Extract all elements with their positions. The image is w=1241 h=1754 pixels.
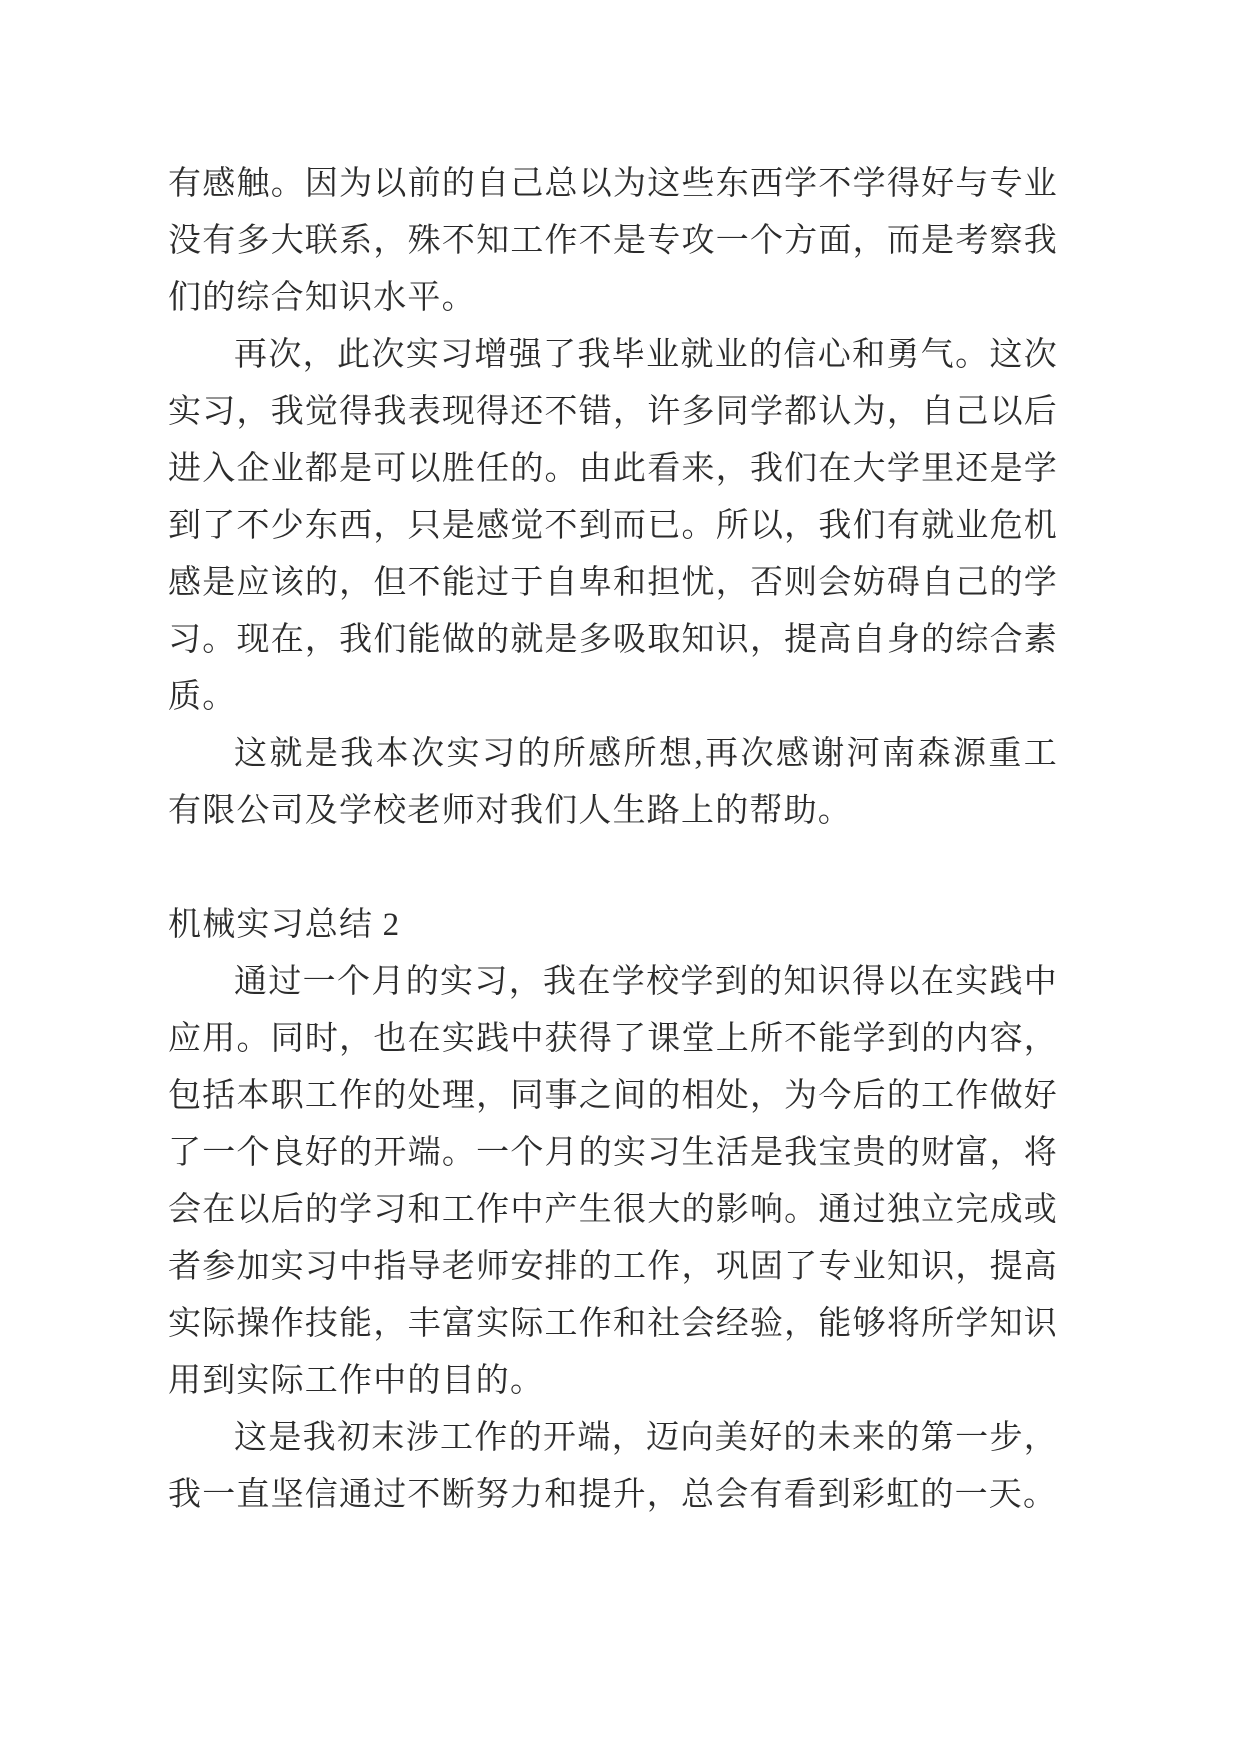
paragraph-one-month-internship: 通过一个月的实习，我在学校学到的知识得以在实践中应用。同时，也在实践中获得了课堂上所不能学到的内容，包括本职工作的处理，同事之间的相处，为今后的工作做好了一个良好的开端。一个月的实习生活是我宝贵的财富，将会在以后的学习和工作中产生很大的影响。通过独立完成或者参加实习中指导老师安排的工作，巩固了专业知识，提高实际操作技能，丰富实际工作和社会经验，能够将所学知识用到实际工作中的目的。 <box>168 964 1058 1399</box>
section-heading-summary-2: 机械实习总结 2 <box>168 907 401 943</box>
paragraph-employment-confidence: 再次，此次实习增强了我毕业就业的信心和勇气。这次实习，我觉得我表现得还不错，许多同学都认为，自己以后进入企业都是可以胜任的。由此看来，我们在大学里还是学到了不少东西，只是感觉不到而已。所以，我们有就业危机感是应该的，但不能过于自卑和担忧，否则会妨碍自己的学习。现在，我们能做的就是多吸取知识，提高自身的综合素质。 <box>168 337 1058 715</box>
paragraph-thanks: 这就是我本次实习的所感所想,再次感谢河南森源重工有限公司及学校老师对我们人生路上的帮助。 <box>168 736 1058 829</box>
paragraph-first-step: 这是我初末涉工作的开端，迈向美好的未来的第一步，我一直坚信通过不断努力和提升，总会有看到彩虹的一天。 <box>168 1420 1058 1513</box>
document-body <box>168 156 1058 1524</box>
paragraph-continuation: 有感触。因为以前的自己总以为这些东西学不学得好与专业没有多大联系，殊不知工作不是专攻一个方面，而是考察我们的综合知识水平。 <box>168 166 1058 316</box>
